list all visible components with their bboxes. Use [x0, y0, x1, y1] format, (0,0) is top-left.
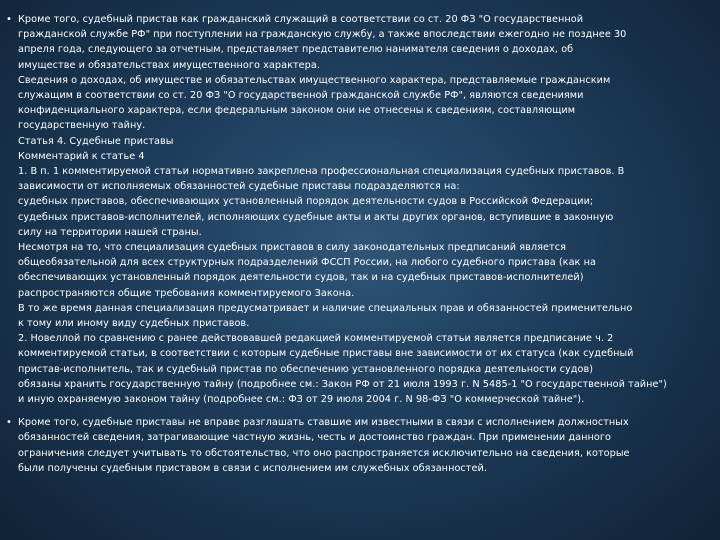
bullet-dot-icon: •	[6, 14, 12, 25]
text-line: распространяются общие требования комментируемого Закона.	[18, 287, 355, 299]
text-line: 1. В п. 1 комментируемой статьи нормативно закреплена профессиональная специализация судебных приставов. В	[18, 166, 625, 178]
text-line: служащим в соответствии со ст. 20 ФЗ "О государственной гражданской службе РФ", являются сведениями	[18, 90, 584, 102]
bullet-text	[18, 415, 712, 476]
text-line: конфиденциального характера, если федеральным законом они не отнесены к сведениям, составляющим	[18, 105, 576, 117]
text-line: зависимости от исполняемых обязанностей судебные приставы подразделяются на:	[18, 181, 460, 193]
text-line: Статья 4. Судебные приставы	[18, 135, 174, 147]
text-line: государственную тайну.	[18, 120, 146, 132]
text-line: 2. Новеллой по сравнению с ранее действовавшей редакцией комментируемой статьи является предписание ч. 2	[18, 333, 614, 345]
bullet-item	[6, 415, 712, 476]
bullet-text	[18, 12, 712, 407]
text-line: Несмотря на то, что специализация судебных приставов в силу законодательных предписаний является	[18, 242, 566, 254]
text-line: к тому или иному виду судебных приставов.	[18, 318, 250, 330]
text-line: судебных приставов, обеспечивающих установленный порядок деятельности судов в Российской Федерации;	[18, 196, 594, 208]
text-line: пристав-исполнитель, так и судебный пристав по обеспечению установленного порядка деятельности судов)	[18, 363, 594, 375]
text-line: общеобязательной для всех структурных подразделений ФССП России, на любого судебного пристава (как на	[18, 257, 596, 269]
text-line: Кроме того, судебный пристав как гражданский служащий в соответствии со ст. 20 ФЗ "О государственной	[18, 14, 584, 25]
text-line: апреля года, следующего за отчетным, представляет представителю нанимателя сведения о доходах, об	[18, 44, 574, 56]
text-line: комментируемой статьи, в соответствии с которым судебные приставы вне зависимости от их статуса (как судебный	[18, 348, 634, 360]
text-line: Сведения о доходах, об имуществе и обязательствах имущественного характера, представляемые гражданским	[18, 74, 611, 86]
text-line: Кроме того, судебные приставы не вправе разглашать ставшие им известными в связи с исполнением должностных	[18, 417, 629, 429]
bullet-list	[6, 12, 712, 484]
text-line: обязанностей сведения, затрагивающие частную жизнь, честь и достоинство граждан. При применении данного	[18, 432, 611, 444]
text-line: В то же время данная специализация предусматривает и наличие специальных прав и обязанностей применительно	[18, 302, 633, 314]
text-line: судебных приставов-исполнителей, исполняющих судебные акты и акты других органов, вступившие в законную	[18, 211, 614, 223]
text-line: имуществе и обязательствах имущественного характера.	[18, 59, 320, 71]
text-line: Комментарий к статье 4	[18, 150, 145, 162]
text-line: обеспечивающих установленный порядок деятельности судов, так и на судебных приставов-исполнителей)	[18, 272, 584, 284]
bullet-dot-icon: •	[6, 417, 12, 429]
text-line: и иную охраняемую законом тайну (подробнее см.: ФЗ от 29 июля 2004 г. N 98-ФЗ "О коммерческой тайне").	[18, 394, 585, 406]
text-line: обязаны хранить государственную тайну (подробнее см.: Закон РФ от 21 июля 1993 г. N 5485-1 "О государственной тайне")	[18, 378, 667, 390]
text-line: ограничения следует учитывать то обстоятельство, что оно распространяется исключительно на сведения, которые	[18, 447, 630, 459]
text-line: были получены судебным приставом в связи с исполнением им служебных обязанностей.	[18, 462, 487, 474]
text-line: силу на территории нашей страны.	[18, 226, 202, 238]
text-line: гражданской службе РФ" при поступлении на гражданскую службу, а также впоследствии ежегодно не позднее 30	[18, 29, 627, 41]
bullet-item	[6, 12, 712, 407]
